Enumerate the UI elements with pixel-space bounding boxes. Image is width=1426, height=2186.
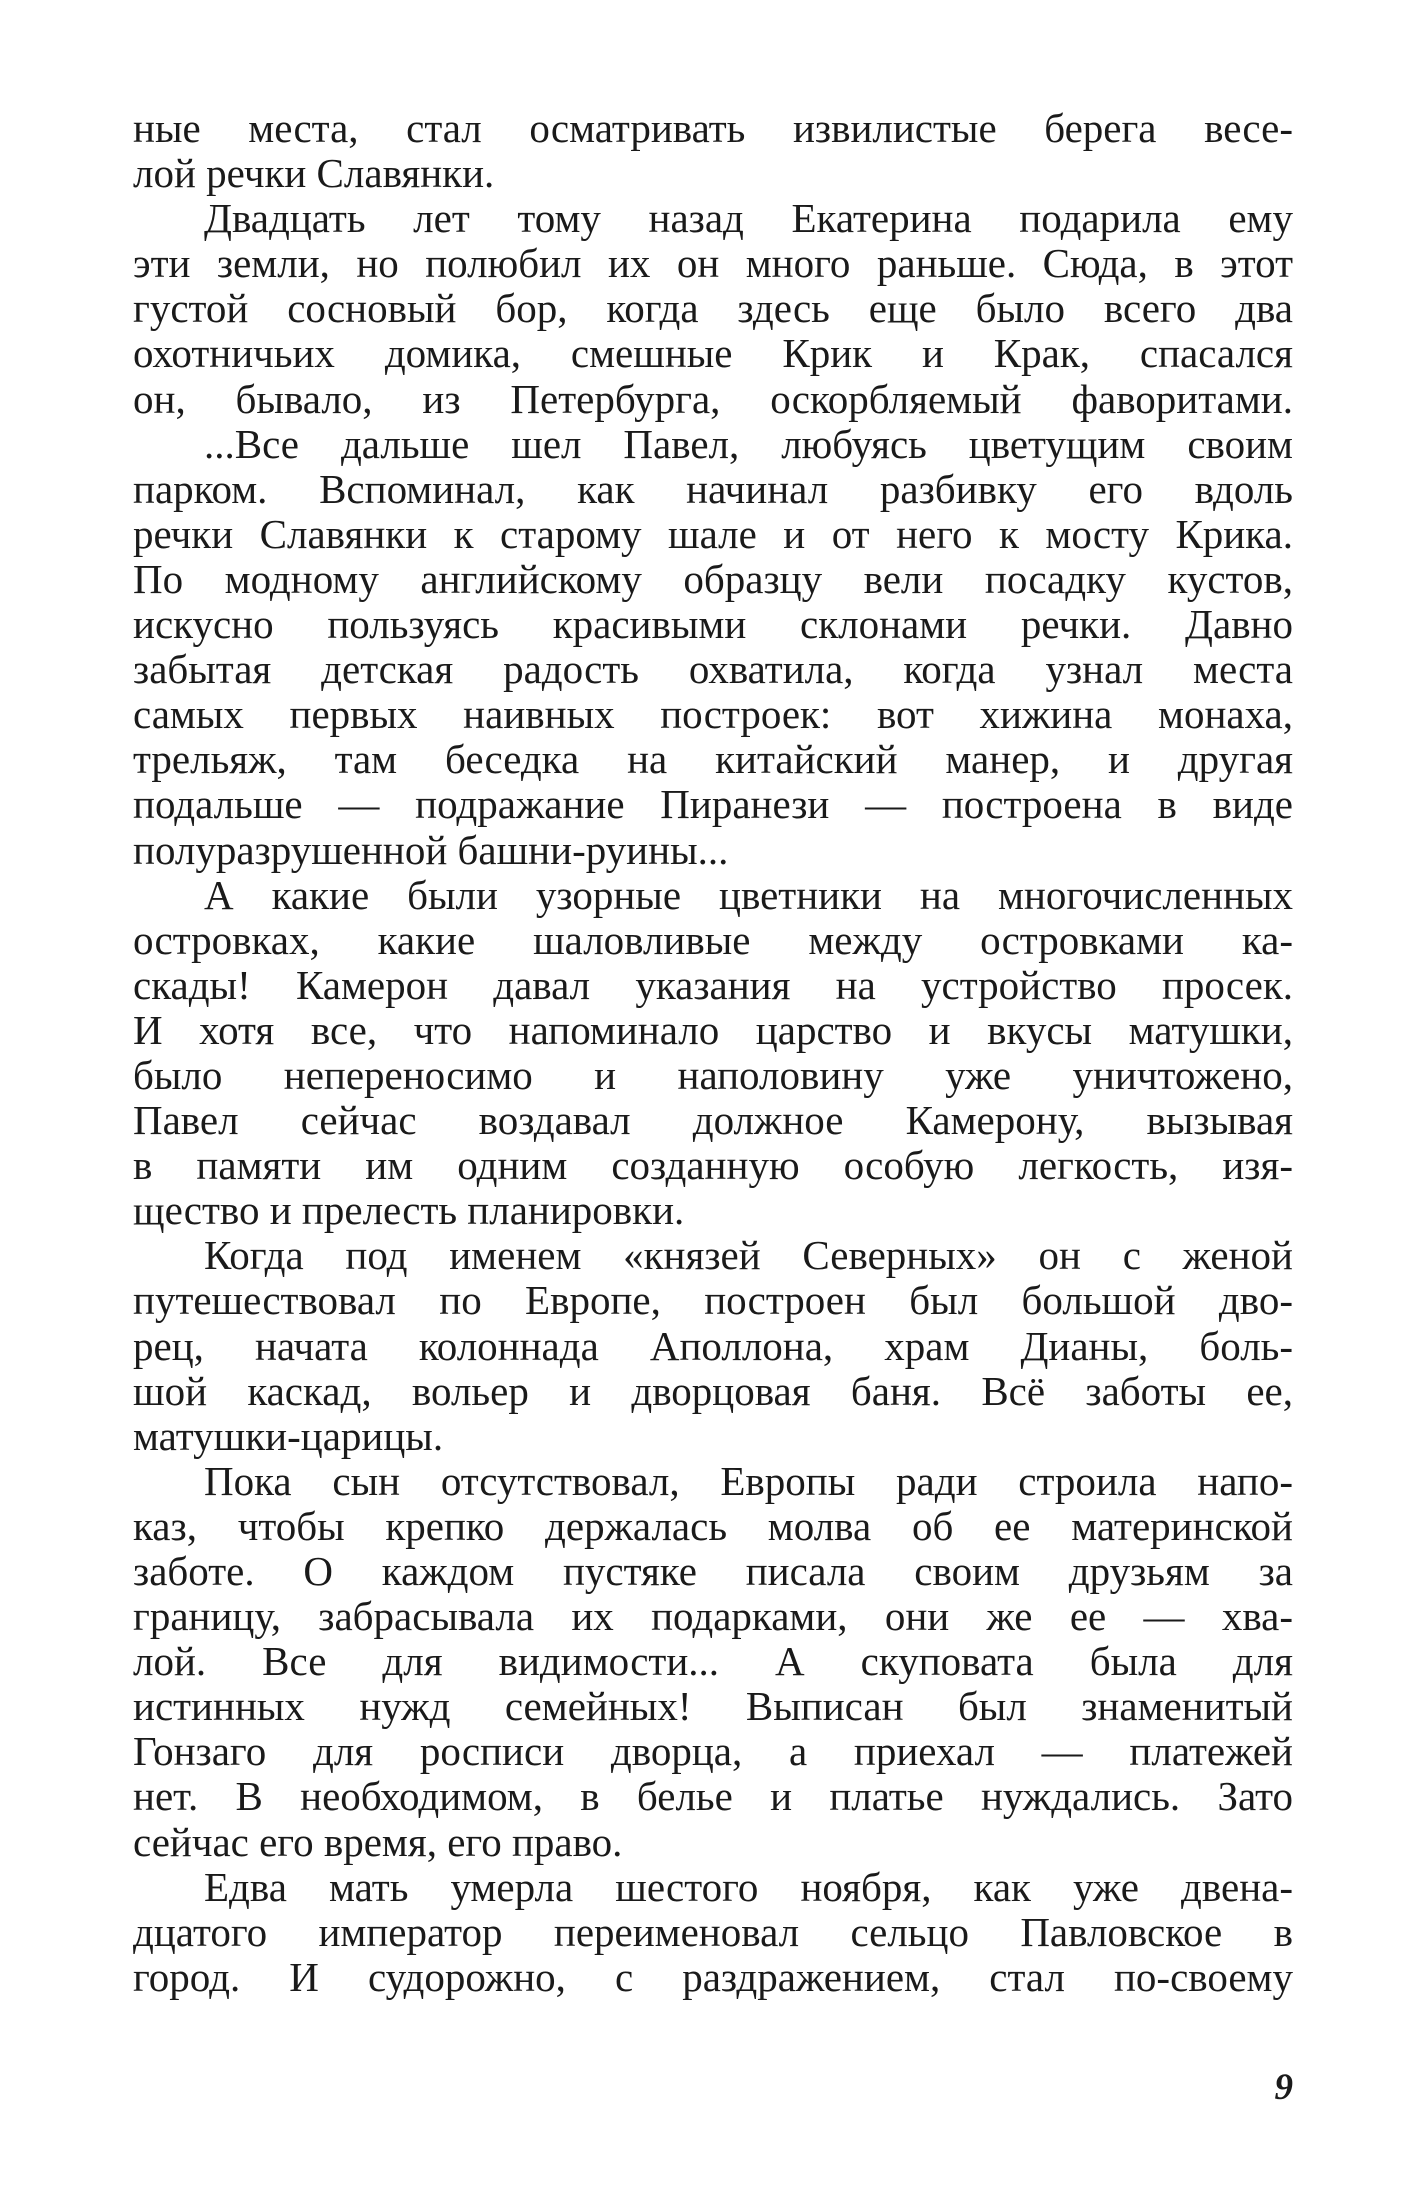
text-line: каз, чтобы крепко держалась молва об ее материнской (133, 1502, 1293, 1549)
text-line: сейчас его время, его право. (133, 1818, 623, 1865)
text-line: Пока сын отсутствовал, Европы ради строила напо- (204, 1457, 1293, 1504)
text-line: И хотя все, что напоминало царство и вкусы матушки, (133, 1006, 1293, 1053)
text-line: ные места, стал осматривать извилистые берега весе- (133, 105, 1293, 151)
text-line: щество и прелесть планировки. (133, 1187, 685, 1234)
text-line: Когда под именем «князей Северных» он с женой (204, 1232, 1293, 1279)
text-line: искусно пользуясь красивыми склонами речки. Давно (133, 601, 1293, 648)
body-text (133, 106, 1293, 2000)
text-line: ...Все дальше шел Павел, любуясь цветущим своим (204, 420, 1293, 467)
text-line: Павел сейчас воздавал должное Камерону, вызывая (133, 1097, 1293, 1144)
text-line: полуразрушенной башни-руины... (133, 826, 729, 873)
text-line: эти земли, но полюбил их он много раньше. Сюда, в этот (133, 240, 1293, 287)
text-line: город. И судорожно, с раздражением, стал по-своему (133, 1953, 1293, 2000)
text-line: нет. В необходимом, в белье и платье нуждались. Зато (133, 1773, 1293, 1820)
text-line: забытая детская радость охватила, когда узнал места (133, 646, 1293, 693)
text-line: матушки-царицы. (133, 1412, 444, 1459)
text-line: скады! Камерон давал указания на устройство просек. (133, 961, 1293, 1008)
text-line: было непереносимо и наполовину уже уничтожено, (133, 1051, 1293, 1098)
text-line: границу, забрасывала их подарками, они же ее — хва- (133, 1593, 1293, 1640)
text-line: лой. Все для видимости... А скуповата была для (133, 1638, 1293, 1685)
text-line: трельяж, там беседка на китайский манер, и другая (133, 736, 1293, 783)
text-line: парком. Вспоминал, как начинал разбивку его вдоль (133, 465, 1293, 512)
text-line: Двадцать лет тому назад Екатерина подарила ему (204, 195, 1293, 242)
text-line: он, бывало, из Петербурга, оскорбляемый фаворитами. (133, 375, 1293, 422)
text-line: густой сосновый бор, когда здесь еще было всего два (133, 285, 1293, 332)
text-line: подальше — подражание Пиранези — построена в виде (133, 781, 1293, 828)
text-line: истинных нужд семейных! Выписан был знаменитый (133, 1683, 1293, 1730)
text-line: дцатого император переименовал сельцо Павловское в (133, 1908, 1293, 1955)
text-line: По модному английскому образцу вели посадку кустов, (133, 555, 1293, 602)
text-line: рец, начата колоннада Аполлона, храм Дианы, боль- (133, 1322, 1293, 1369)
text-line: речки Славянки к старому шале и от него к мосту Крика. (133, 510, 1293, 557)
text-line: самых первых наивных построек: вот хижина монаха, (133, 691, 1293, 738)
text-line: Гонзаго для росписи дворца, а приехал — платежей (133, 1728, 1293, 1775)
text-line: в памяти им одним созданную особую легкость, изя- (133, 1142, 1293, 1189)
text-line: охотничьих домика, смешные Крик и Крак, спасался (133, 330, 1293, 377)
text-line: заботе. О каждом пустяке писала своим друзьям за (133, 1548, 1293, 1594)
page-number: 9 (1274, 2067, 1293, 2108)
text-line: островках, какие шаловливые между островками ка- (133, 916, 1293, 963)
text-line: шой каскад, вольер и дворцовая баня. Всё заботы ее, (133, 1367, 1293, 1414)
text-line: А какие были узорные цветники на многочисленных (204, 871, 1293, 918)
text-line: Едва мать умерла шестого ноября, как уже двена- (204, 1863, 1293, 1910)
text-line: путешествовал по Европе, построен был большой дво- (133, 1277, 1293, 1324)
text-line: лой речки Славянки. (133, 150, 495, 197)
